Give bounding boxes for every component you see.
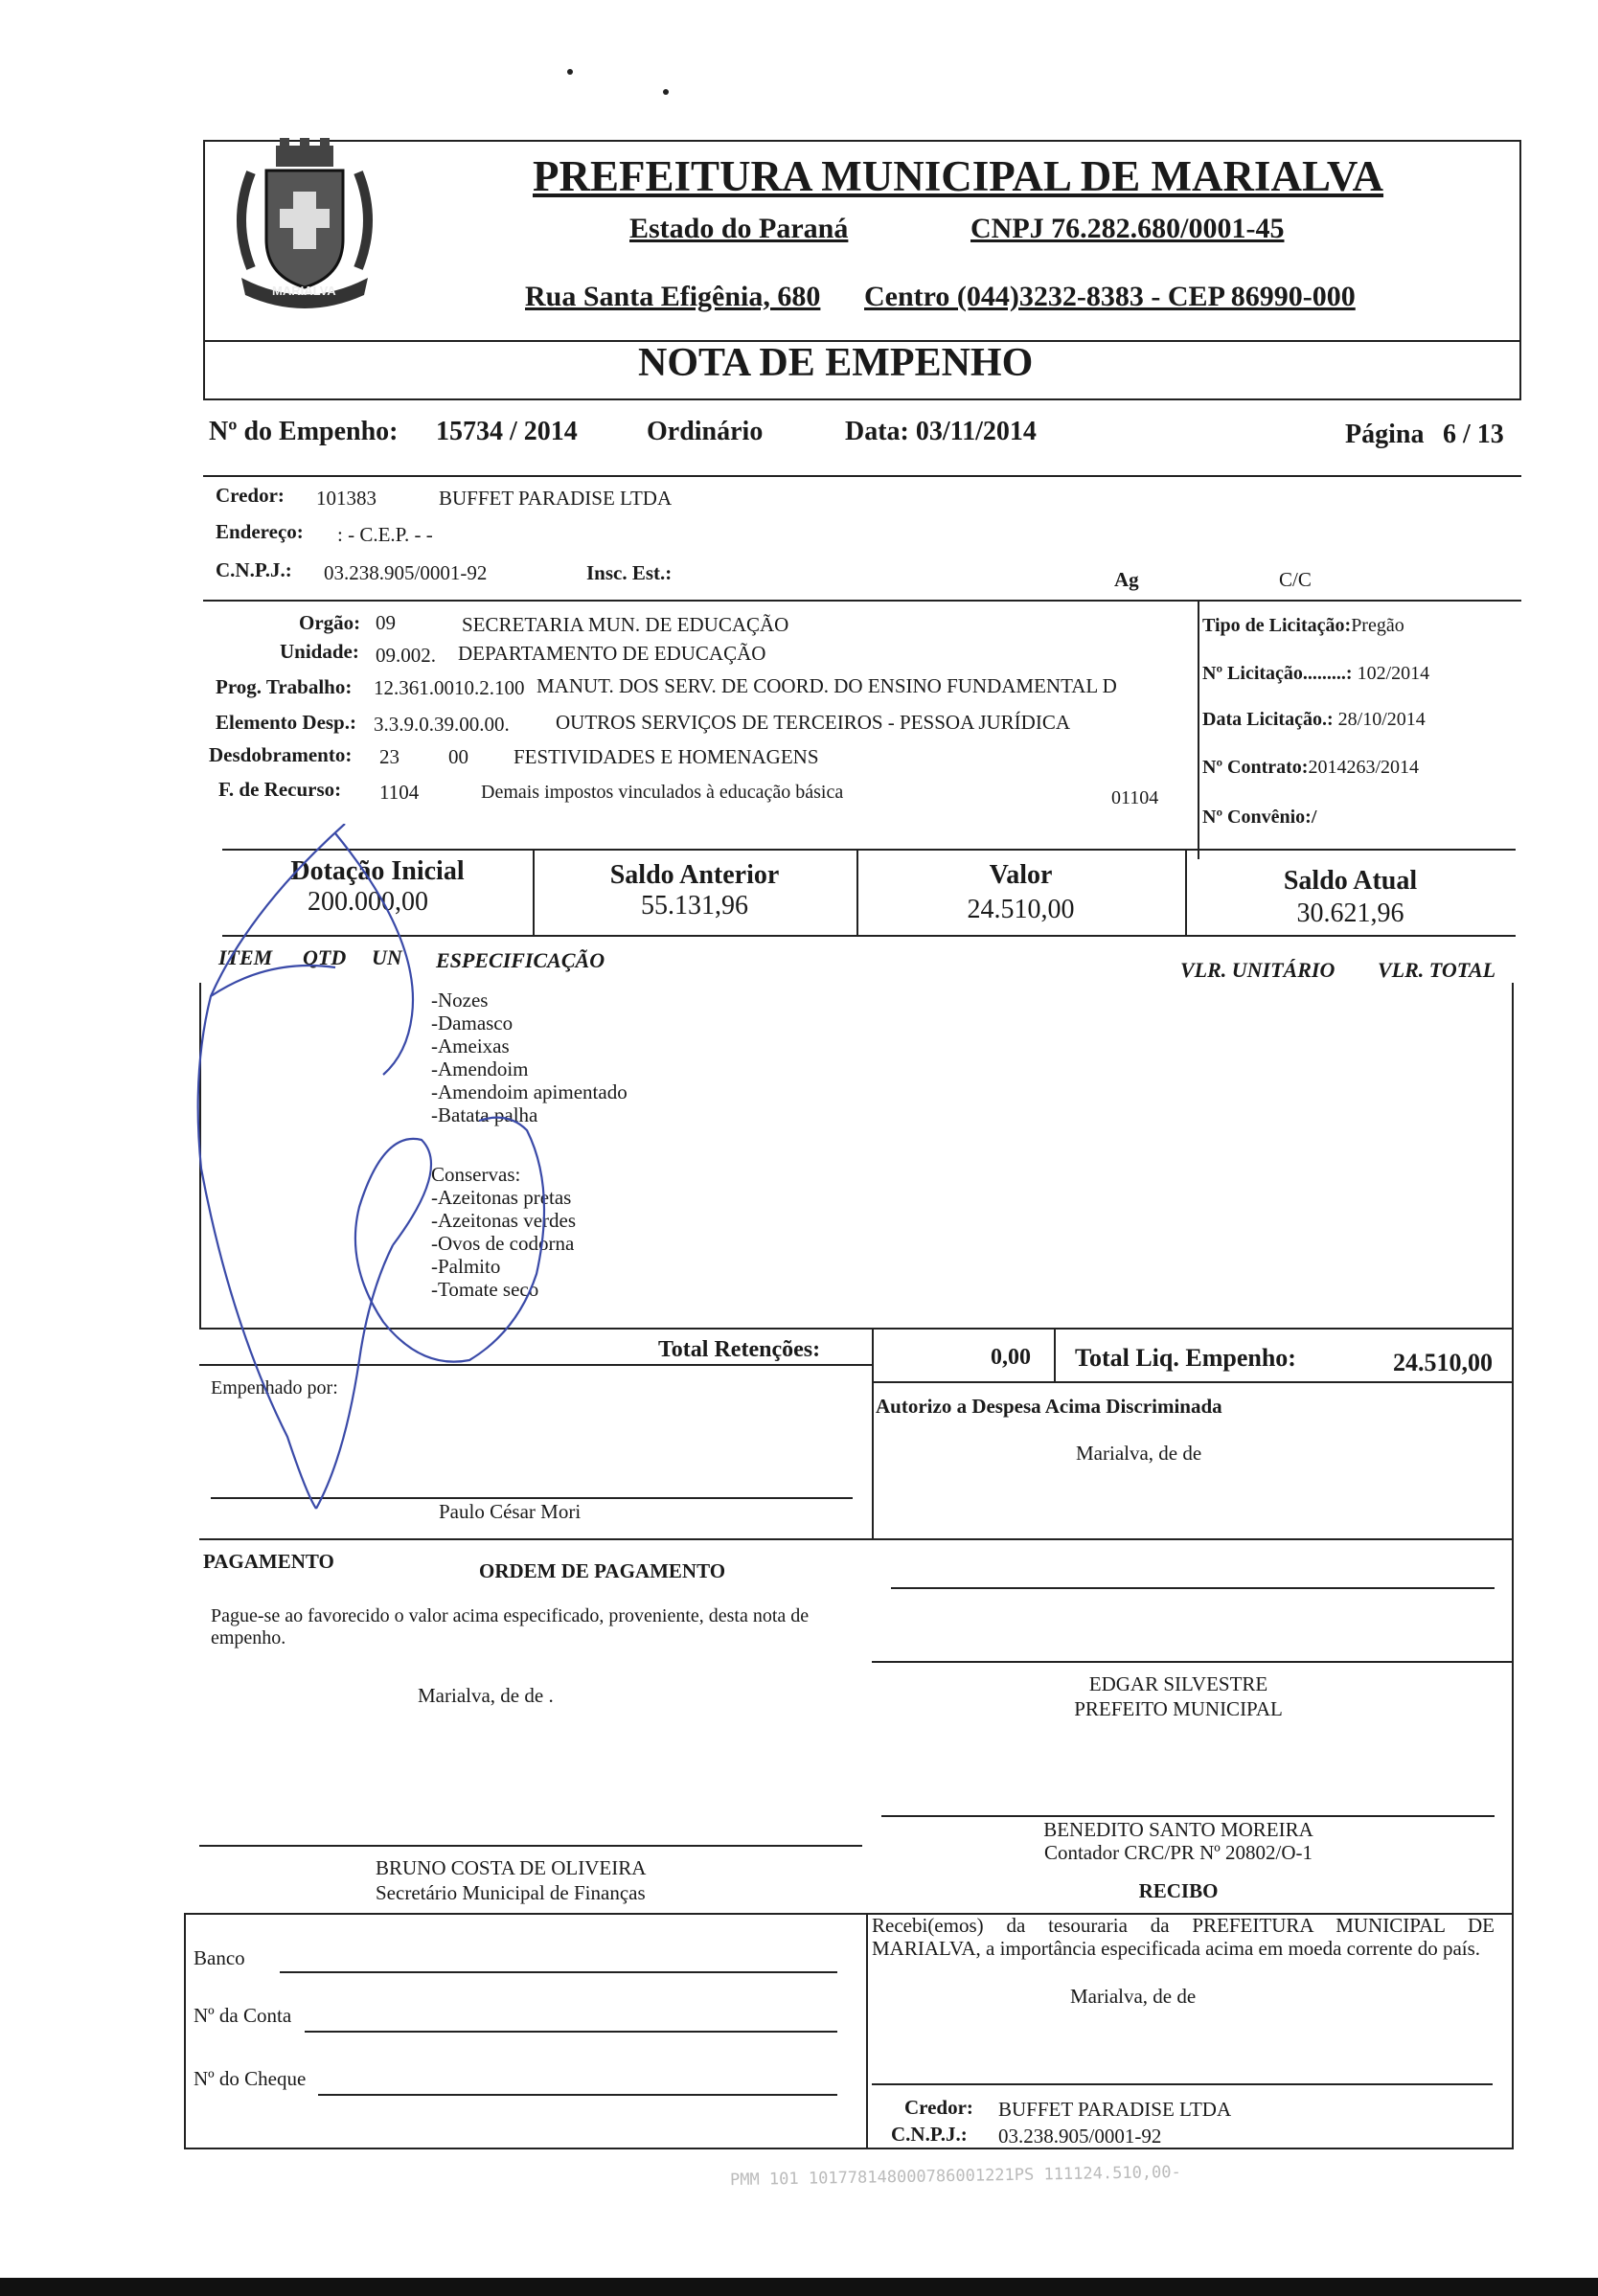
header-address: Rua Santa Efigênia, 680 — [525, 281, 821, 312]
valor-value: 24.510,00 — [967, 895, 1075, 924]
unidade-label: Unidade: — [280, 640, 359, 663]
empenho-number-value: 15734 / 2014 — [436, 417, 578, 446]
num-licitacao-label: Nº Licitação.........: — [1202, 663, 1353, 684]
prefeito-name: EDGAR SILVESTRE — [1088, 1672, 1268, 1695]
divider — [184, 1913, 186, 2148]
item-line: -Azeitonas verdes — [431, 1209, 577, 1232]
divider — [872, 1381, 1514, 1383]
banco-field-line[interactable] — [280, 1971, 837, 1973]
divider — [1054, 1328, 1056, 1381]
empenho-date: Data: 03/11/2014 — [845, 417, 1037, 446]
item-line: -Nozes — [431, 989, 489, 1012]
recurso-label: F. de Recurso: — [218, 778, 342, 801]
licitacao-divider — [1198, 601, 1199, 859]
item-line: -Damasco — [431, 1012, 514, 1034]
pagamento-place-date: Marialva, de de . — [418, 1684, 554, 1707]
footer-credor-value: BUFFET PARADISE LTDA — [998, 2098, 1232, 2121]
prog-code: 12.361.0010.2.100 — [374, 676, 525, 699]
desdobramento-label: Desdobramento: — [209, 743, 353, 766]
num-licitacao-value: 102/2014 — [1357, 663, 1430, 684]
saldo-anterior-label: Saldo Anterior — [609, 860, 780, 890]
signature-line — [872, 2083, 1493, 2085]
divider — [872, 1661, 1514, 1663]
elemento-desc: OUTROS SERVIÇOS DE TERCEIROS - PESSOA JURÍDICA — [556, 711, 1071, 734]
valor-label: Valor — [989, 860, 1053, 890]
ag-label: Ag — [1114, 568, 1139, 591]
financas-role: Secretário Municipal de Finanças — [376, 1881, 646, 1904]
unidade-desc: DEPARTAMENTO DE EDUCAÇÃO — [458, 642, 766, 665]
contador-role: Contador CRC/PR Nº 20802/O-1 — [1043, 1841, 1313, 1864]
ordem-pagamento: ORDEM DE PAGAMENTO — [479, 1559, 726, 1582]
convenio: Nº Convênio:/ — [1202, 807, 1317, 828]
payment-stamp: PMM 101 101778148000786001221PS 111124.510,00- — [729, 2162, 1181, 2191]
financas-name: BRUNO COSTA DE OLIVEIRA — [376, 1856, 647, 1879]
retencoes-label: Total Retenções: — [658, 1337, 821, 1362]
item-line: -Amendoim apimentado — [431, 1080, 628, 1103]
saldo-atual-value: 30.621,96 — [1296, 898, 1404, 928]
page-value: 6 / 13 — [1443, 420, 1504, 449]
prefeitura-title: PREFEITURA MUNICIPAL DE MARIALVA — [533, 152, 1384, 200]
cheque-label: Nº do Cheque — [194, 2067, 307, 2090]
contrato-value: 2014263/2014 — [1308, 757, 1420, 778]
header-contact: Centro (044)3232-8383 - CEP 86990-000 — [864, 281, 1356, 312]
divider — [872, 1381, 874, 1538]
scan-speck — [663, 89, 669, 95]
empenho-number-label: Nº do Empenho: — [209, 417, 399, 446]
cheque-field-line[interactable] — [318, 2094, 837, 2096]
elemento-code: 3.3.9.0.39.00.00. — [374, 713, 510, 736]
autorizo-place-date: Marialva, de de — [1076, 1442, 1202, 1465]
col-item: ITEM — [218, 945, 273, 969]
recurso-extra: 01104 — [1111, 787, 1159, 808]
endereco-label: Endereço: — [216, 520, 304, 543]
footer-cnpj-label: C.N.P.J.: — [891, 2123, 968, 2146]
footer-cnpj-value: 03.238.905/0001-92 — [998, 2125, 1162, 2148]
contrato-label: Nº Contrato: — [1202, 757, 1309, 778]
prog-desc: MANUT. DOS SERV. DE COORD. DO ENSINO FUNDAMENTAL D — [536, 674, 1117, 697]
conta-field-line[interactable] — [305, 2031, 837, 2033]
credor-label: Credor: — [216, 484, 285, 507]
banco-label: Banco — [194, 1946, 245, 1969]
col-especificacao: ESPECIFICAÇÃO — [436, 948, 605, 972]
orgao-label: Orgão: — [299, 611, 361, 634]
contador-name: BENEDITO SANTO MOREIRA — [1043, 1818, 1313, 1841]
item-line: -Tomate seco — [431, 1278, 539, 1301]
desdobramento-desc: FESTIVIDADES E HOMENAGENS — [514, 745, 819, 768]
page-label: Página — [1345, 420, 1425, 449]
orgao-code: 09 — [376, 611, 396, 634]
recurso-code: 1104 — [379, 781, 420, 804]
endereco-value: : - C.E.P. - - — [337, 523, 433, 546]
credor-name: BUFFET PARADISE LTDA — [439, 487, 673, 510]
liq-value: 24.510,00 — [1393, 1349, 1493, 1376]
col-qtd: QTD — [303, 945, 347, 969]
saldo-atual-label: Saldo Atual — [1283, 866, 1418, 896]
col-un: UN — [372, 945, 402, 969]
item-line: Conservas: — [431, 1163, 521, 1186]
divider — [866, 1913, 868, 2148]
recurso-desc: Demais impostos vinculados à educação básica — [481, 782, 844, 803]
col-vlr-unitario: VLR. UNITÁRIO — [1180, 958, 1335, 982]
tipo-licitacao-value: Pregão — [1351, 615, 1404, 636]
cc-label: C/C — [1279, 568, 1312, 591]
saldo-anterior-value: 55.131,96 — [641, 891, 748, 921]
orgao-desc: SECRETARIA MUN. DE EDUCAÇÃO — [462, 613, 789, 636]
credor-code: 101383 — [316, 487, 377, 510]
item-line: -Ovos de codorna — [431, 1232, 575, 1255]
contrato — [1202, 757, 1419, 779]
cnpj-label: C.N.P.J.: — [216, 558, 292, 581]
divider — [184, 2148, 1514, 2149]
item-line: -Ameixas — [431, 1034, 510, 1057]
prefeito-role: PREFEITO MUNICIPAL — [1074, 1697, 1283, 1720]
autorizo-text: Autorizo a Despesa Acima Discriminada — [876, 1395, 1222, 1418]
data-licitacao-value: 28/10/2014 — [1337, 709, 1426, 730]
desdobramento-sub: 00 — [448, 745, 468, 768]
unidade-code: 09.002. — [376, 644, 436, 667]
scan-speck — [567, 69, 573, 75]
scan-edge — [0, 2278, 1598, 2296]
elemento-label: Elemento Desp.: — [216, 711, 356, 734]
handwritten-signature — [192, 824, 623, 1513]
data-licitacao-label: Data Licitação.: — [1202, 709, 1334, 730]
empenhado-label: Empenhado por: — [211, 1377, 338, 1398]
divider — [203, 475, 1521, 477]
header-cnpj: CNPJ 76.282.680/0001-45 — [970, 213, 1285, 244]
item-line: -Azeitonas pretas — [431, 1186, 572, 1209]
signature-line — [199, 1845, 862, 1847]
num-licitacao — [1202, 663, 1429, 685]
retencoes-value: 0,00 — [991, 1345, 1031, 1370]
item-line: -Batata palha — [431, 1103, 538, 1126]
coat-of-arms-banner: MARIALVA — [272, 284, 336, 298]
cnpj-value: 03.238.905/0001-92 — [324, 561, 488, 584]
coat-of-arms-icon — [213, 134, 397, 316]
desdobramento-code: 23 — [379, 745, 400, 768]
pagamento-text: Pague-se ao favorecido o valor acima especificado, proveniente, desta nota de empenho. — [211, 1605, 810, 1648]
signature-line — [891, 1587, 1495, 1589]
pagamento-label: PAGAMENTO — [203, 1550, 334, 1573]
divider — [203, 600, 1521, 602]
tipo-licitacao-label: Tipo de Licitação: — [1202, 615, 1352, 636]
state-name: Estado do Paraná — [629, 213, 849, 244]
item-line: -Amendoim — [431, 1057, 529, 1080]
item-line: -Palmito — [431, 1255, 501, 1278]
divider — [872, 1328, 874, 1381]
data-licitacao — [1202, 709, 1426, 731]
conta-label: Nº da Conta — [194, 2004, 292, 2027]
recibo-text: Recebi(emos) da tesouraria da PREFEITURA MUNICIPAL DE MARIALVA, a importância especificada acima em moeda corrente do país. — [872, 1914, 1495, 1960]
insc-label: Insc. Est.: — [586, 561, 673, 584]
tipo-licitacao — [1202, 615, 1404, 637]
empenho-type: Ordinário — [647, 417, 764, 446]
footer-credor-label: Credor: — [904, 2096, 973, 2119]
empenhado-name: Paulo César Mori — [439, 1500, 582, 1523]
divider — [1512, 983, 1514, 2148]
doc-title: NOTA DE EMPENHO — [638, 341, 1034, 385]
recibo-place-date: Marialva, de de — [1070, 1985, 1197, 2008]
liq-label: Total Liq. Empenho: — [1075, 1344, 1296, 1372]
recibo-title: RECIBO — [1138, 1879, 1219, 1902]
col-vlr-total: VLR. TOTAL — [1378, 958, 1496, 982]
divider — [199, 1538, 1514, 1540]
prog-label: Prog. Trabalho: — [216, 675, 353, 698]
signature-line — [881, 1815, 1495, 1817]
dotacao-label: Dotação Inicial — [290, 856, 465, 886]
dotacao-value: 200.000,00 — [308, 887, 428, 917]
